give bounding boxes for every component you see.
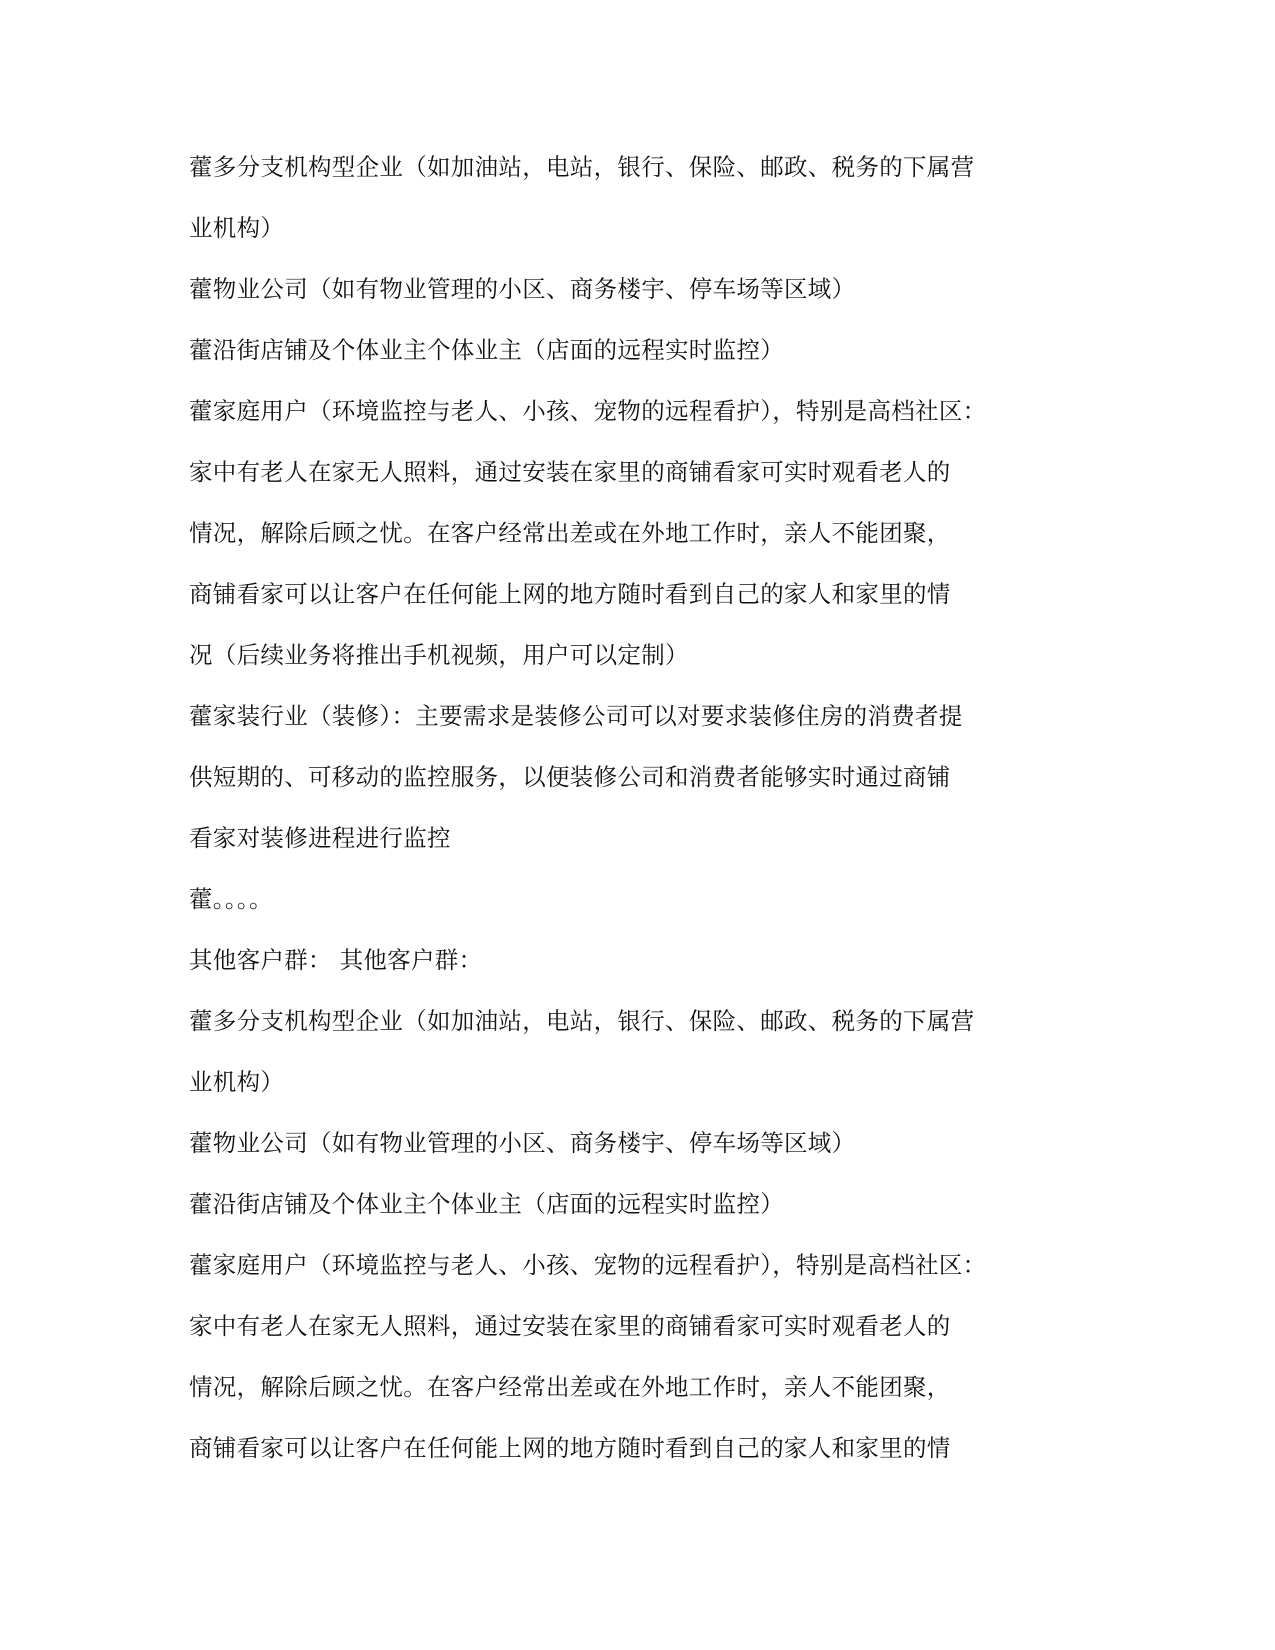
- text-line: 供短期的、可移动的监控服务，以便装修公司和消费者能够实时通过商铺: [189, 763, 951, 791]
- text-line: 业机构）: [189, 1068, 285, 1096]
- document-body: [189, 137, 1089, 1479]
- text-line: 业机构）: [189, 214, 285, 242]
- text-line: 商铺看家可以让客户在任何能上网的地方随时看到自己的家人和家里的情: [189, 1434, 951, 1462]
- text-line: 商铺看家可以让客户在任何能上网的地方随时看到自己的家人和家里的情: [189, 580, 951, 608]
- text-line: 情况，解除后顾之忧。在客户经常出差或在外地工作时，亲人不能团聚，: [189, 1373, 951, 1401]
- text-line: 家中有老人在家无人照料，通过安装在家里的商铺看家可实时观看老人的: [189, 458, 951, 486]
- text-line: 藿多分支机构型企业（如加油站，电站，银行、保险、邮政、税务的下属营: [189, 153, 975, 181]
- text-line: 藿家装行业（装修）：主要需求是装修公司可以对要求装修住房的消费者提: [189, 702, 963, 730]
- text-line: 看家对装修进程进行监控: [189, 824, 451, 852]
- text-line: 藿多分支机构型企业（如加油站，电站，银行、保险、邮政、税务的下属营: [189, 1007, 975, 1035]
- text-line: 况（后续业务将推出手机视频，用户可以定制）: [189, 641, 689, 669]
- text-line: 藿沿街店铺及个体业主个体业主（店面的远程实时监控）: [189, 1190, 784, 1218]
- text-line: 其他客户群： 其他客户群：: [189, 946, 483, 974]
- text-line: 藿沿街店铺及个体业主个体业主（店面的远程实时监控）: [189, 336, 784, 364]
- text-line: 藿物业公司（如有物业管理的小区、商务楼宇、停车场等区域）: [189, 1129, 856, 1157]
- text-line: 藿。。。。: [189, 885, 273, 913]
- text-line: 藿物业公司（如有物业管理的小区、商务楼宇、停车场等区域）: [189, 275, 856, 303]
- text-line: 家中有老人在家无人照料，通过安装在家里的商铺看家可实时观看老人的: [189, 1312, 951, 1340]
- text-line: 藿家庭用户（环境监控与老人、小孩、宠物的远程看护），特别是高档社区：: [189, 397, 987, 425]
- text-line: 情况，解除后顾之忧。在客户经常出差或在外地工作时，亲人不能团聚，: [189, 519, 951, 547]
- text-line: 藿家庭用户（环境监控与老人、小孩、宠物的远程看护），特别是高档社区：: [189, 1251, 987, 1279]
